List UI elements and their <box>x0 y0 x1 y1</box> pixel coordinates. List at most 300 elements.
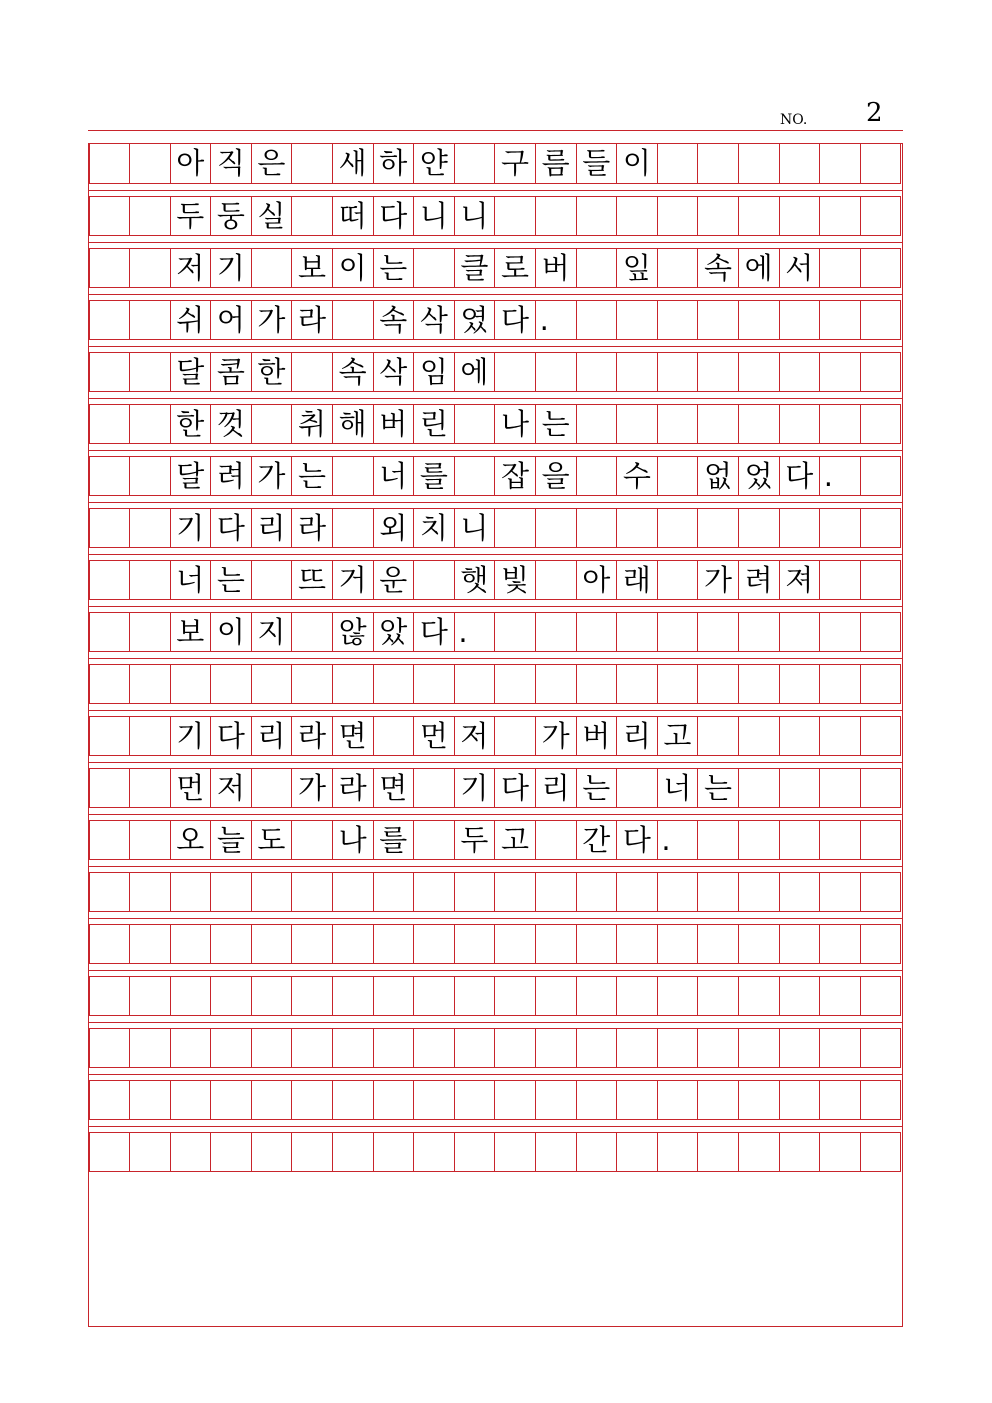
grid-cell: 한 <box>170 404 211 444</box>
grid-cell: 얀 <box>414 144 455 184</box>
grid-cell <box>657 1132 698 1172</box>
grid-cell <box>130 664 171 704</box>
grid-cell: 고 <box>657 716 698 756</box>
grid-cell <box>130 716 171 756</box>
grid-row <box>89 300 902 340</box>
grid-cell <box>130 456 171 496</box>
grid-cell <box>739 716 780 756</box>
grid-cell <box>860 508 901 548</box>
grid-cell <box>89 404 130 444</box>
grid-cell <box>657 664 698 704</box>
grid-cell <box>130 768 171 808</box>
grid-cell <box>820 508 861 548</box>
grid-cell <box>130 1080 171 1120</box>
grid-cell: . <box>454 612 495 652</box>
grid-cell <box>211 924 252 964</box>
grid-cell: 저 <box>454 716 495 756</box>
grid-cell <box>860 716 901 756</box>
grid-cell <box>698 1080 739 1120</box>
grid-cell <box>251 664 292 704</box>
grid-row <box>89 976 902 1016</box>
grid-cell: 늘 <box>211 820 252 860</box>
grid-cell: 먼 <box>414 716 455 756</box>
grid-cell <box>495 1080 536 1120</box>
grid-cell <box>251 404 292 444</box>
grid-cell <box>820 560 861 600</box>
grid-cell <box>576 456 617 496</box>
grid-cell <box>779 612 820 652</box>
grid-cell <box>130 1028 171 1068</box>
grid-cell <box>333 300 374 340</box>
grid-cell <box>89 456 130 496</box>
grid-cell <box>333 1080 374 1120</box>
grid-cell: 다 <box>779 456 820 496</box>
grid-cell <box>739 664 780 704</box>
grid-cell <box>170 872 211 912</box>
row-separator-line <box>89 762 902 763</box>
grid-cell <box>820 352 861 392</box>
grid-cell <box>89 872 130 912</box>
grid-cell <box>860 820 901 860</box>
grid-cell <box>454 1132 495 1172</box>
row-separator-line <box>89 242 902 243</box>
grid-cell <box>170 1028 211 1068</box>
grid-cell: 삭 <box>373 352 414 392</box>
grid-cell: 고 <box>495 820 536 860</box>
grid-cell: 기 <box>211 248 252 288</box>
grid-cell <box>739 1080 780 1120</box>
grid-cell: 버 <box>373 404 414 444</box>
grid-row <box>89 612 902 652</box>
grid-cell <box>536 508 577 548</box>
grid-cell <box>820 664 861 704</box>
grid-cell <box>739 976 780 1016</box>
grid-cell <box>860 300 901 340</box>
grid-cell <box>617 872 658 912</box>
grid-cell: 라 <box>292 508 333 548</box>
grid-cell <box>860 1132 901 1172</box>
grid-cell: 달 <box>170 456 211 496</box>
grid-cell <box>495 1132 536 1172</box>
row-separator-line <box>89 606 902 607</box>
grid-cell <box>130 560 171 600</box>
grid-cell <box>536 1132 577 1172</box>
grid-cell <box>820 872 861 912</box>
grid-cell <box>251 924 292 964</box>
grid-cell <box>251 560 292 600</box>
grid-cell <box>576 976 617 1016</box>
grid-cell <box>617 612 658 652</box>
grid-cell: 리 <box>536 768 577 808</box>
grid-cell <box>130 924 171 964</box>
grid-cell <box>860 196 901 236</box>
grid-cell: 가 <box>292 768 333 808</box>
grid-cell <box>698 872 739 912</box>
grid-cell <box>536 664 577 704</box>
grid-cell: 껏 <box>211 404 252 444</box>
grid-cell <box>373 1132 414 1172</box>
grid-cell: 이 <box>617 144 658 184</box>
grid-cell: 니 <box>454 196 495 236</box>
grid-cell <box>251 976 292 1016</box>
grid-cell <box>292 924 333 964</box>
grid-cell <box>779 196 820 236</box>
grid-cell: 기 <box>454 768 495 808</box>
grid-cell: 에 <box>454 352 495 392</box>
grid-cell <box>860 924 901 964</box>
grid-cell: 하 <box>373 144 414 184</box>
grid-row <box>89 508 902 548</box>
grid-cell <box>576 404 617 444</box>
grid-cell <box>657 144 698 184</box>
grid-cell: 취 <box>292 404 333 444</box>
grid-cell <box>657 300 698 340</box>
grid-cell <box>414 872 455 912</box>
grid-cell <box>657 248 698 288</box>
grid-cell: 려 <box>739 560 780 600</box>
grid-cell <box>617 1132 658 1172</box>
grid-cell <box>130 976 171 1016</box>
grid-cell <box>698 1132 739 1172</box>
grid-cell <box>333 1028 374 1068</box>
grid-cell <box>739 768 780 808</box>
grid-cell: 름 <box>536 144 577 184</box>
grid-cell <box>414 924 455 964</box>
grid-cell <box>495 664 536 704</box>
grid-cell <box>536 612 577 652</box>
grid-row <box>89 560 902 600</box>
grid-cell <box>89 924 130 964</box>
grid-row <box>89 352 902 392</box>
grid-cell: 다 <box>617 820 658 860</box>
grid-cell <box>292 820 333 860</box>
grid-cell: 어 <box>211 300 252 340</box>
grid-cell: 떠 <box>333 196 374 236</box>
grid-cell <box>576 300 617 340</box>
grid-cell: 너 <box>170 560 211 600</box>
grid-cell: 속 <box>333 352 374 392</box>
grid-cell <box>536 1080 577 1120</box>
grid-cell <box>820 716 861 756</box>
grid-cell <box>860 872 901 912</box>
grid-cell: 다 <box>495 300 536 340</box>
grid-cell: 다 <box>495 768 536 808</box>
grid-cell <box>617 300 658 340</box>
grid-cell <box>576 872 617 912</box>
grid-cell <box>698 300 739 340</box>
grid-cell <box>373 872 414 912</box>
grid-cell <box>89 196 130 236</box>
grid-cell: 가 <box>536 716 577 756</box>
grid-cell <box>414 248 455 288</box>
grid-cell <box>292 196 333 236</box>
grid-cell <box>292 352 333 392</box>
grid-row <box>89 872 902 912</box>
grid-cell <box>820 196 861 236</box>
grid-cell <box>414 664 455 704</box>
grid-cell <box>779 768 820 808</box>
grid-cell: 가 <box>251 300 292 340</box>
grid-cell <box>698 508 739 548</box>
grid-cell <box>860 560 901 600</box>
grid-cell <box>130 404 171 444</box>
grid-cell <box>779 352 820 392</box>
grid-cell <box>617 1080 658 1120</box>
grid-cell <box>576 248 617 288</box>
grid-row <box>89 248 902 288</box>
grid-cell <box>89 144 130 184</box>
grid-cell <box>820 1132 861 1172</box>
grid-cell: 져 <box>779 560 820 600</box>
grid-cell <box>170 976 211 1016</box>
grid-cell <box>89 560 130 600</box>
row-separator-line <box>89 918 902 919</box>
grid-cell: 저 <box>211 768 252 808</box>
grid-cell: 다 <box>211 716 252 756</box>
manuscript-sheet <box>88 143 903 1327</box>
grid-row <box>89 196 902 236</box>
grid-cell <box>89 664 130 704</box>
grid-cell: 는 <box>698 768 739 808</box>
grid-cell <box>820 300 861 340</box>
grid-cell <box>820 768 861 808</box>
grid-cell: 는 <box>536 404 577 444</box>
grid-cell <box>739 924 780 964</box>
no-label: NO. <box>780 112 808 128</box>
grid-cell: 햇 <box>454 560 495 600</box>
grid-cell <box>170 924 211 964</box>
row-separator-line <box>89 502 902 503</box>
row-separator-line <box>89 190 902 191</box>
grid-cell <box>617 976 658 1016</box>
grid-cell <box>333 456 374 496</box>
grid-cell: 로 <box>495 248 536 288</box>
grid-cell: 저 <box>170 248 211 288</box>
grid-cell: 간 <box>576 820 617 860</box>
grid-cell: 오 <box>170 820 211 860</box>
grid-cell <box>739 820 780 860</box>
grid-cell <box>373 1028 414 1068</box>
row-separator-line <box>89 1126 902 1127</box>
grid-cell: 이 <box>333 248 374 288</box>
grid-cell <box>373 664 414 704</box>
grid-cell <box>576 1028 617 1068</box>
grid-cell <box>779 976 820 1016</box>
grid-cell <box>292 664 333 704</box>
grid-cell <box>698 144 739 184</box>
grid-cell <box>617 352 658 392</box>
grid-cell <box>536 352 577 392</box>
grid-row <box>89 404 902 444</box>
grid-cell <box>333 976 374 1016</box>
grid-cell <box>657 404 698 444</box>
grid-cell <box>251 1028 292 1068</box>
row-separator-line <box>89 866 902 867</box>
grid-cell <box>657 560 698 600</box>
grid-cell: 한 <box>251 352 292 392</box>
grid-cell: 니 <box>414 196 455 236</box>
grid-row <box>89 1028 902 1068</box>
grid-cell <box>454 456 495 496</box>
grid-cell <box>211 664 252 704</box>
grid-cell <box>130 508 171 548</box>
grid-cell <box>536 1028 577 1068</box>
grid-cell: 버 <box>536 248 577 288</box>
grid-cell: 클 <box>454 248 495 288</box>
grid-cell: 아 <box>170 144 211 184</box>
grid-cell: 뜨 <box>292 560 333 600</box>
grid-cell <box>860 456 901 496</box>
grid-cell: 을 <box>536 456 577 496</box>
grid-cell <box>820 144 861 184</box>
grid-cell <box>739 872 780 912</box>
grid-cell: 보 <box>170 612 211 652</box>
grid-cell <box>333 664 374 704</box>
grid-cell: 래 <box>617 560 658 600</box>
grid-cell: 먼 <box>170 768 211 808</box>
grid-cell <box>698 976 739 1016</box>
grid-cell <box>739 300 780 340</box>
grid-cell <box>414 1028 455 1068</box>
grid-row <box>89 820 902 860</box>
grid-cell <box>860 612 901 652</box>
grid-cell: 직 <box>211 144 252 184</box>
grid-cell: 임 <box>414 352 455 392</box>
grid-row <box>89 768 902 808</box>
grid-cell <box>657 508 698 548</box>
grid-cell <box>414 1080 455 1120</box>
grid-cell: 라 <box>292 716 333 756</box>
grid-cell <box>251 768 292 808</box>
grid-cell: 를 <box>414 456 455 496</box>
grid-cell <box>89 1080 130 1120</box>
grid-cell <box>373 1080 414 1120</box>
grid-cell <box>292 1080 333 1120</box>
row-separator-line <box>89 294 902 295</box>
grid-cell <box>536 560 577 600</box>
grid-cell <box>89 716 130 756</box>
grid-cell <box>860 352 901 392</box>
grid-cell <box>89 976 130 1016</box>
grid-cell <box>617 196 658 236</box>
grid-cell <box>170 1132 211 1172</box>
grid-cell <box>495 924 536 964</box>
grid-cell <box>211 1132 252 1172</box>
grid-cell <box>698 664 739 704</box>
row-separator-line <box>89 658 902 659</box>
grid-cell <box>739 196 780 236</box>
grid-cell: 은 <box>251 144 292 184</box>
grid-cell <box>657 1028 698 1068</box>
grid-cell <box>657 352 698 392</box>
grid-cell: 다 <box>373 196 414 236</box>
grid-cell <box>495 612 536 652</box>
grid-cell <box>698 404 739 444</box>
grid-cell: 다 <box>211 508 252 548</box>
grid-cell: 다 <box>414 612 455 652</box>
grid-cell: 둥 <box>211 196 252 236</box>
grid-row <box>89 664 902 704</box>
grid-cell <box>292 976 333 1016</box>
grid-cell: 린 <box>414 404 455 444</box>
grid-cell <box>820 1028 861 1068</box>
grid-cell <box>860 664 901 704</box>
grid-cell: 빛 <box>495 560 536 600</box>
grid-cell: 없 <box>698 456 739 496</box>
grid-cell <box>739 1132 780 1172</box>
grid-cell <box>89 300 130 340</box>
grid-cell <box>373 716 414 756</box>
grid-cell <box>820 976 861 1016</box>
grid-row <box>89 1132 902 1172</box>
grid-cell: 치 <box>414 508 455 548</box>
grid-cell: 를 <box>373 820 414 860</box>
row-separator-line <box>89 450 902 451</box>
grid-cell <box>739 352 780 392</box>
grid-cell: 가 <box>698 560 739 600</box>
grid-cell: . <box>820 456 861 496</box>
grid-cell <box>739 144 780 184</box>
grid-cell: 니 <box>454 508 495 548</box>
grid-cell <box>657 612 698 652</box>
row-separator-line <box>89 1074 902 1075</box>
grid-cell: 기 <box>170 716 211 756</box>
grid-cell: 려 <box>211 456 252 496</box>
grid-cell <box>698 820 739 860</box>
grid-cell: 외 <box>373 508 414 548</box>
grid-cell <box>698 1028 739 1068</box>
grid-cell <box>414 820 455 860</box>
grid-cell <box>739 1028 780 1068</box>
grid-cell <box>130 352 171 392</box>
grid-cell <box>211 1028 252 1068</box>
grid-cell <box>292 1132 333 1172</box>
grid-row <box>89 144 902 184</box>
row-separator-line <box>89 554 902 555</box>
grid-cell <box>779 144 820 184</box>
grid-cell <box>373 924 414 964</box>
grid-cell <box>414 976 455 1016</box>
grid-cell <box>860 1080 901 1120</box>
grid-cell: 잡 <box>495 456 536 496</box>
grid-cell: 않 <box>333 612 374 652</box>
grid-cell: 속 <box>373 300 414 340</box>
row-separator-line <box>89 398 902 399</box>
grid-cell <box>333 508 374 548</box>
grid-cell <box>739 404 780 444</box>
grid-cell <box>698 924 739 964</box>
grid-cell <box>89 1028 130 1068</box>
grid-cell <box>617 508 658 548</box>
grid-row <box>89 924 902 964</box>
grid-cell <box>130 872 171 912</box>
grid-cell: 운 <box>373 560 414 600</box>
grid-cell <box>617 768 658 808</box>
grid-cell: . <box>657 820 698 860</box>
grid-cell <box>495 1028 536 1068</box>
grid-cell <box>576 924 617 964</box>
grid-cell <box>373 976 414 1016</box>
grid-cell: . <box>536 300 577 340</box>
grid-cell <box>576 612 617 652</box>
grid-cell: 너 <box>373 456 414 496</box>
grid-cell <box>657 196 698 236</box>
grid-cell <box>698 716 739 756</box>
grid-cell: 구 <box>495 144 536 184</box>
grid-cell <box>657 924 698 964</box>
grid-cell <box>617 1028 658 1068</box>
grid-cell: 아 <box>576 560 617 600</box>
